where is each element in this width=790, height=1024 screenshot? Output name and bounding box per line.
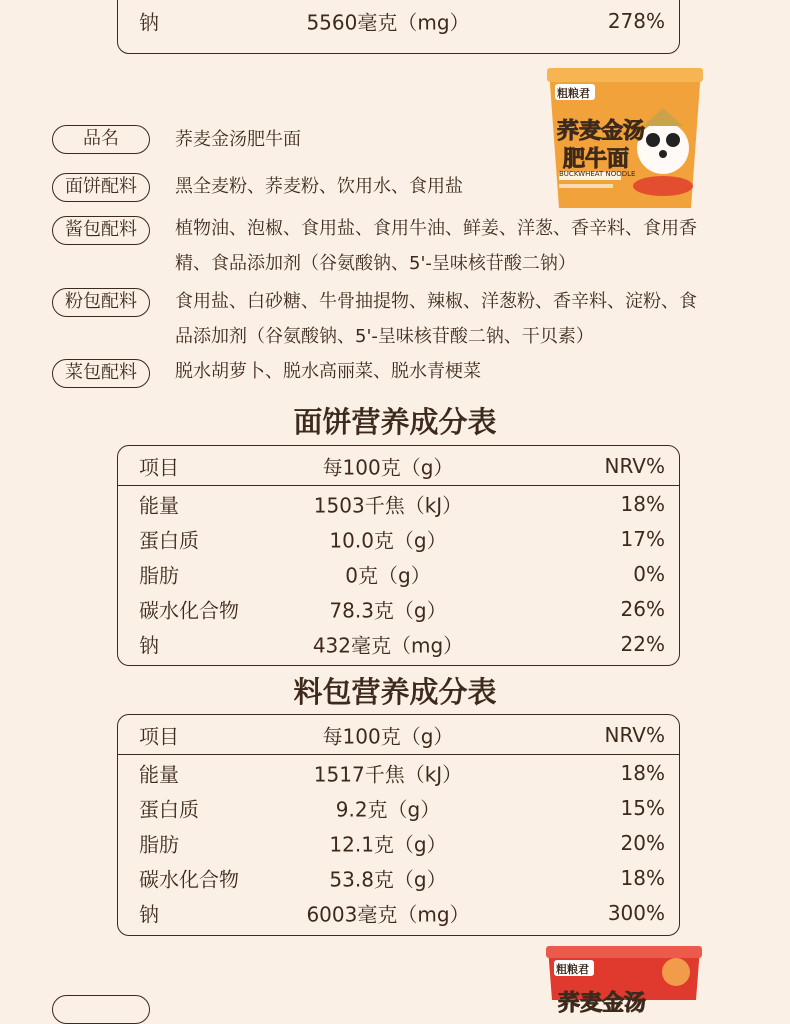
row-name: 蛋白质 bbox=[139, 528, 199, 552]
row-name: 能量 bbox=[139, 762, 179, 786]
cup-subtitle: BUCKWHEAT NOODLE bbox=[559, 170, 636, 178]
section-title: 料包营养成分表 bbox=[293, 675, 497, 709]
ingredient-text: 食用盐、白砂糖、牛骨抽提物、辣椒、洋葱粉、香辛料、淀粉、食品添加剂（谷氨酸钠、5'-呈味核苷酸二钠、干贝素） bbox=[175, 291, 697, 347]
ingredient-text: 植物油、泡椒、食用盐、食用牛油、鲜姜、洋葱、香辛料、食用香精、食品添加剂（谷氨酸钠、5'-呈味核苷酸二钠） bbox=[175, 218, 697, 274]
row-name: 脂肪 bbox=[139, 563, 179, 587]
table-header bbox=[118, 715, 679, 755]
table-row bbox=[118, 521, 679, 556]
table-row bbox=[118, 626, 679, 661]
table-row bbox=[118, 556, 679, 591]
ingredient-label: 面饼配料 bbox=[52, 173, 150, 202]
table-row bbox=[118, 790, 679, 825]
table-row bbox=[118, 591, 679, 626]
row-nrv: 26% bbox=[620, 596, 665, 621]
row-nrv: 15% bbox=[620, 795, 665, 820]
table-row bbox=[118, 3, 679, 39]
noodle-nutrition-table bbox=[117, 445, 680, 666]
row-nrv: 278% bbox=[607, 9, 665, 33]
row-nrv: 18% bbox=[620, 491, 665, 516]
row-amount: 10.0克（g） bbox=[329, 528, 447, 552]
ingredient-label: 酱包配料 bbox=[52, 216, 150, 245]
row-amount: 0克（g） bbox=[345, 563, 431, 587]
ingredient-text: 黑全麦粉、荞麦粉、饮用水、食用盐 bbox=[175, 176, 463, 197]
table-row bbox=[118, 755, 679, 790]
ingredient-label: 品名 bbox=[52, 125, 150, 154]
row-amount: 1503千焦（kJ） bbox=[313, 493, 463, 517]
row-nrv: 17% bbox=[620, 526, 665, 551]
row-nrv: 0% bbox=[633, 561, 665, 586]
ingredient-text: 脱水胡萝卜、脱水高丽菜、脱水青梗菜 bbox=[175, 361, 481, 382]
row-name: 钠 bbox=[139, 902, 159, 926]
row-amount: 53.8克（g） bbox=[329, 867, 447, 891]
top-nutrition-table bbox=[117, 0, 680, 54]
row-nrv: 22% bbox=[620, 631, 665, 656]
row-amount: 1517千焦（kJ） bbox=[313, 762, 463, 786]
row-nrv: 300% bbox=[607, 900, 665, 925]
section-title: 面饼营养成分表 bbox=[293, 405, 497, 439]
table-row bbox=[118, 895, 679, 930]
row-amount: 6003毫克（mg） bbox=[306, 902, 470, 926]
product-cup-image-bottom bbox=[544, 946, 704, 1016]
row-amount: 5560毫克（mg） bbox=[306, 10, 470, 35]
row-name: 钠 bbox=[139, 10, 159, 35]
row-name: 脂肪 bbox=[139, 832, 179, 856]
row-nrv: 20% bbox=[620, 830, 665, 855]
row-amount: 432毫克（mg） bbox=[312, 633, 464, 657]
cup-brand: 粗粮君 bbox=[557, 87, 590, 100]
ingredient-label: 菜包配料 bbox=[52, 359, 150, 388]
row-amount: 78.3克（g） bbox=[329, 598, 447, 622]
cup-title-line1: 荞麦金汤 bbox=[557, 119, 646, 144]
seasoning-nutrition-table bbox=[117, 714, 680, 936]
row-name: 碳水化合物 bbox=[139, 867, 239, 891]
row-name: 碳水化合物 bbox=[139, 598, 239, 622]
cup-title: 荞麦金汤 bbox=[558, 991, 647, 1016]
header-item: 项目 bbox=[139, 455, 179, 479]
table-row bbox=[118, 860, 679, 895]
row-name: 蛋白质 bbox=[139, 797, 199, 821]
cup-brand: 粗粮君 bbox=[556, 963, 589, 976]
row-nrv: 18% bbox=[620, 865, 665, 890]
header-per100g: 每100克（g） bbox=[322, 724, 454, 748]
header-nrv: NRV% bbox=[604, 453, 665, 478]
table-row bbox=[118, 486, 679, 521]
ingredient-label-partial bbox=[52, 995, 150, 1024]
row-name: 能量 bbox=[139, 493, 179, 517]
row-amount: 12.1克（g） bbox=[329, 832, 447, 856]
cup-title-line2: 肥牛面 bbox=[563, 147, 630, 172]
table-row bbox=[118, 825, 679, 860]
row-nrv: 18% bbox=[620, 760, 665, 785]
row-name: 钠 bbox=[139, 633, 159, 657]
header-per100g: 每100克（g） bbox=[322, 455, 454, 479]
ingredient-text: 荞麦金汤肥牛面 bbox=[175, 129, 301, 150]
header-item: 项目 bbox=[139, 724, 179, 748]
header-nrv: NRV% bbox=[604, 722, 665, 747]
ingredient-label: 粉包配料 bbox=[52, 288, 150, 317]
table-header bbox=[118, 446, 679, 486]
row-amount: 9.2克（g） bbox=[335, 797, 441, 821]
